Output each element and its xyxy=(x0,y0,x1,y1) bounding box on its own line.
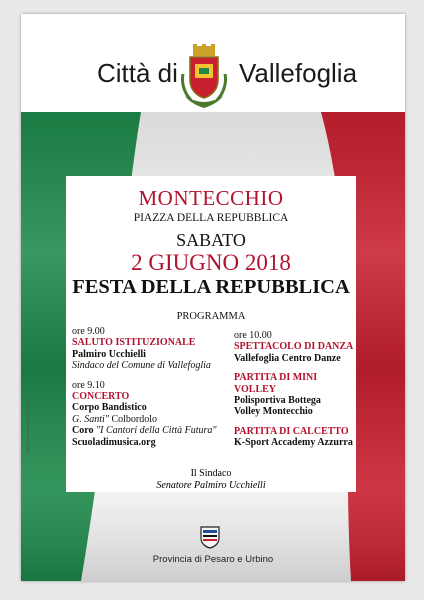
item-line: Corpo Bandistico xyxy=(72,402,147,414)
city-title-right: Vallefoglia xyxy=(239,58,358,88)
item-title: PARTITA DI MINI VOLLEY xyxy=(234,372,318,395)
program-label: PROGRAMMA xyxy=(176,311,246,322)
event-title: FESTA DELLA REPUBBLICA xyxy=(72,276,350,298)
program-panel xyxy=(66,176,356,492)
side-credit: Ufficio Comunicazione Provincia xyxy=(25,396,30,454)
item-title: SALUTO ISTITUZIONALE xyxy=(72,337,196,349)
item-line: G. Santi" Colbordolo xyxy=(72,413,158,425)
program-right-column xyxy=(234,330,356,449)
item-title: PARTITA DI CALCETTO xyxy=(234,425,349,437)
item-line: K-Sport Accademy Azzurra xyxy=(234,437,353,449)
item-line: Volley Montecchio xyxy=(234,406,313,418)
event-day: SABATO xyxy=(176,230,246,250)
item-line: Palmiro Ucchielli xyxy=(72,348,146,360)
event-square: PIAZZA DELLA REPUBBLICA xyxy=(133,212,289,224)
item-line: Sindaco del Comune di Vallefoglia xyxy=(72,360,211,372)
event-place: MONTECCHIO xyxy=(138,186,284,210)
time-label: ore 9.10 xyxy=(72,379,105,391)
item-title: SPETTACOLO DI DANZA xyxy=(234,341,354,353)
item-title: CONCERTO xyxy=(72,391,130,403)
event-date: 2 GIUGNO 2018 xyxy=(131,250,291,275)
item-line: Scuoladimusica.org xyxy=(72,436,156,448)
item-line: Coro "I Cantori della Città Futura" xyxy=(72,425,217,437)
poster xyxy=(21,14,405,581)
time-label: ore 10.00 xyxy=(234,330,272,341)
city-title-left: Città di xyxy=(97,58,178,88)
item-line: Polisportiva Bottega xyxy=(234,395,321,407)
program-left-column xyxy=(72,326,232,448)
signature-name: Senatore Palmiro Ucchielli xyxy=(156,480,266,491)
signature-role: Il Sindaco xyxy=(190,468,232,479)
time-label: ore 9.00 xyxy=(72,326,105,337)
header xyxy=(21,14,405,112)
coat-of-arms-icon xyxy=(181,44,227,110)
province-emblem-icon xyxy=(199,525,221,549)
province-name: Provincia di Pesaro e Urbino xyxy=(152,554,274,565)
item-line: Vallefoglia Centro Danze xyxy=(234,352,341,364)
